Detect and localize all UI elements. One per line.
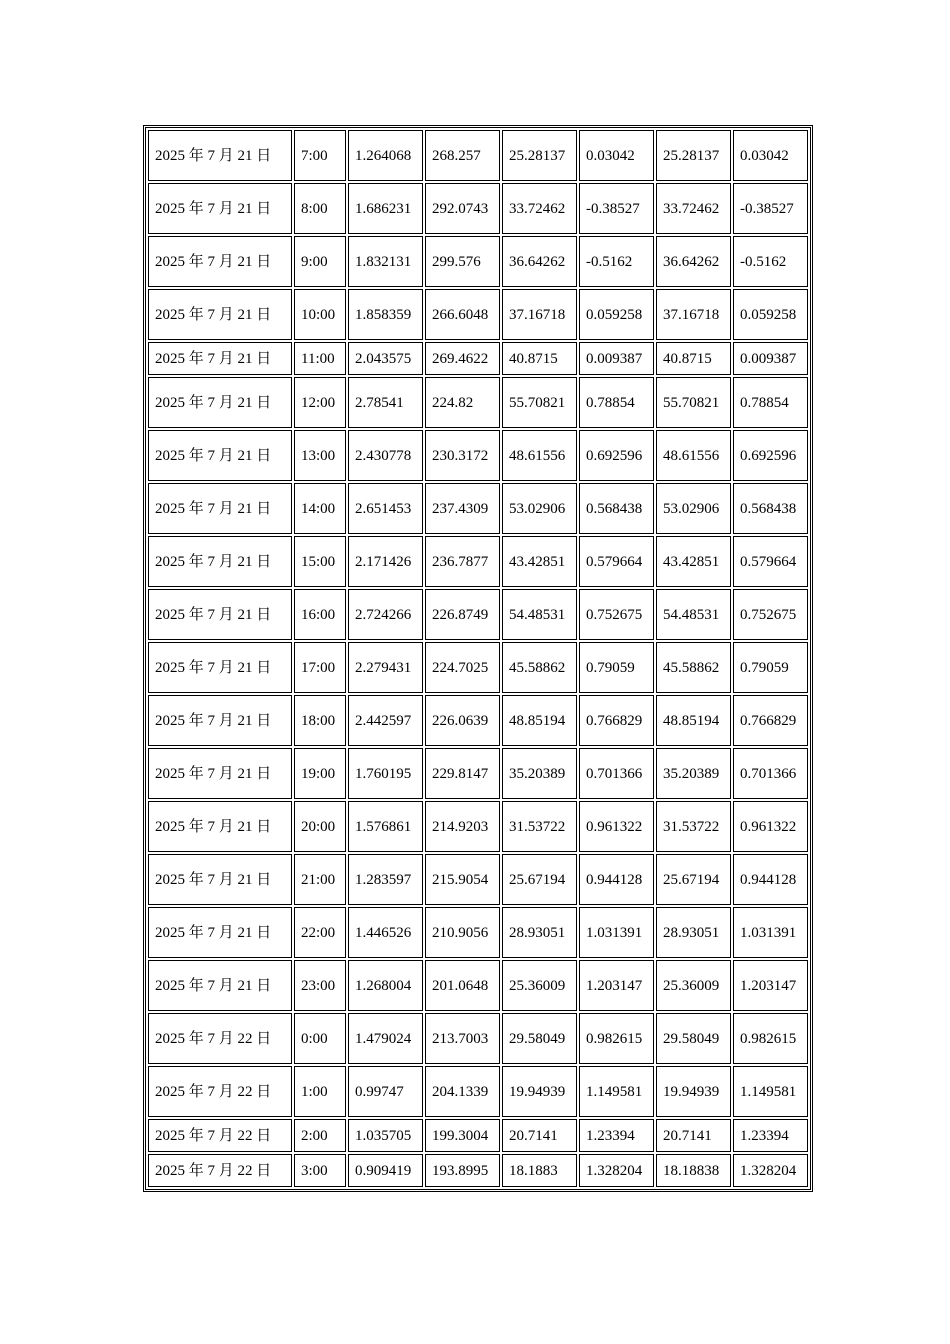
value-cell: 0.059258 — [733, 289, 808, 340]
value-cell: 0.059258 — [579, 289, 654, 340]
time-cell: 8:00 — [294, 183, 346, 234]
value-cell: 1.031391 — [733, 907, 808, 958]
value-cell: 2.651453 — [348, 483, 423, 534]
value-cell: 31.53722 — [502, 801, 577, 852]
value-cell: 1.328204 — [579, 1154, 654, 1187]
value-cell: -0.38527 — [733, 183, 808, 234]
value-cell: 0.568438 — [579, 483, 654, 534]
value-cell: 1.23394 — [733, 1119, 808, 1152]
value-cell: 53.02906 — [656, 483, 731, 534]
value-cell: 25.28137 — [502, 130, 577, 181]
value-cell: 269.4622 — [425, 342, 500, 375]
value-cell: 2.78541 — [348, 377, 423, 428]
value-cell: 0.579664 — [733, 536, 808, 587]
value-cell: 0.961322 — [733, 801, 808, 852]
value-cell: 1.479024 — [348, 1013, 423, 1064]
value-cell: 210.9056 — [425, 907, 500, 958]
value-cell: 0.701366 — [579, 748, 654, 799]
value-cell: 2.043575 — [348, 342, 423, 375]
value-cell: 214.9203 — [425, 801, 500, 852]
time-cell: 2:00 — [294, 1119, 346, 1152]
value-cell: 1.576861 — [348, 801, 423, 852]
value-cell: 0.752675 — [579, 589, 654, 640]
value-cell: 193.8995 — [425, 1154, 500, 1187]
value-cell: 266.6048 — [425, 289, 500, 340]
value-cell: 25.28137 — [656, 130, 731, 181]
value-cell: 36.64262 — [502, 236, 577, 287]
value-cell: 0.961322 — [579, 801, 654, 852]
time-cell: 19:00 — [294, 748, 346, 799]
date-cell: 2025 年 7 月 22 日 — [148, 1013, 292, 1064]
value-cell: 2.442597 — [348, 695, 423, 746]
value-cell: 2.724266 — [348, 589, 423, 640]
table-row — [148, 483, 808, 534]
value-cell: -0.38527 — [579, 183, 654, 234]
value-cell: 1.283597 — [348, 854, 423, 905]
value-cell: 33.72462 — [656, 183, 731, 234]
value-cell: 1.328204 — [733, 1154, 808, 1187]
value-cell: 0.009387 — [579, 342, 654, 375]
date-cell: 2025 年 7 月 21 日 — [148, 748, 292, 799]
time-cell: 1:00 — [294, 1066, 346, 1117]
value-cell: 40.8715 — [656, 342, 731, 375]
time-cell: 14:00 — [294, 483, 346, 534]
date-cell: 2025 年 7 月 21 日 — [148, 183, 292, 234]
time-cell: 9:00 — [294, 236, 346, 287]
value-cell: 0.692596 — [579, 430, 654, 481]
table-row — [148, 183, 808, 234]
table-row — [148, 342, 808, 375]
time-cell: 7:00 — [294, 130, 346, 181]
value-cell: 28.93051 — [656, 907, 731, 958]
value-cell: 25.36009 — [656, 960, 731, 1011]
time-cell: 16:00 — [294, 589, 346, 640]
table-row — [148, 748, 808, 799]
value-cell: 0.99747 — [348, 1066, 423, 1117]
value-cell: 36.64262 — [656, 236, 731, 287]
date-cell: 2025 年 7 月 21 日 — [148, 483, 292, 534]
date-cell: 2025 年 7 月 22 日 — [148, 1119, 292, 1152]
wind-data-table — [143, 125, 813, 1192]
table-row — [148, 907, 808, 958]
value-cell: 236.7877 — [425, 536, 500, 587]
table-row — [148, 801, 808, 852]
table-body — [148, 130, 808, 1187]
value-cell: 0.03042 — [733, 130, 808, 181]
value-cell: 0.766829 — [733, 695, 808, 746]
value-cell: 48.61556 — [502, 430, 577, 481]
value-cell: 43.42851 — [656, 536, 731, 587]
value-cell: 1.446526 — [348, 907, 423, 958]
date-cell: 2025 年 7 月 21 日 — [148, 377, 292, 428]
value-cell: 0.79059 — [579, 642, 654, 693]
value-cell: 55.70821 — [656, 377, 731, 428]
date-cell: 2025 年 7 月 21 日 — [148, 236, 292, 287]
value-cell: 1.031391 — [579, 907, 654, 958]
table-row — [148, 960, 808, 1011]
value-cell: 25.36009 — [502, 960, 577, 1011]
value-cell: 29.58049 — [502, 1013, 577, 1064]
value-cell: 201.0648 — [425, 960, 500, 1011]
value-cell: 0.766829 — [579, 695, 654, 746]
date-cell: 2025 年 7 月 21 日 — [148, 342, 292, 375]
value-cell: 18.1883 — [502, 1154, 577, 1187]
value-cell: 1.23394 — [579, 1119, 654, 1152]
time-cell: 20:00 — [294, 801, 346, 852]
value-cell: 33.72462 — [502, 183, 577, 234]
value-cell: 0.009387 — [733, 342, 808, 375]
value-cell: 37.16718 — [656, 289, 731, 340]
value-cell: 213.7003 — [425, 1013, 500, 1064]
time-cell: 22:00 — [294, 907, 346, 958]
value-cell: 28.93051 — [502, 907, 577, 958]
value-cell: 25.67194 — [656, 854, 731, 905]
value-cell: 1.203147 — [579, 960, 654, 1011]
time-cell: 15:00 — [294, 536, 346, 587]
value-cell: 31.53722 — [656, 801, 731, 852]
value-cell: 229.8147 — [425, 748, 500, 799]
value-cell: 1.149581 — [579, 1066, 654, 1117]
value-cell: 230.3172 — [425, 430, 500, 481]
value-cell: 20.7141 — [502, 1119, 577, 1152]
time-cell: 12:00 — [294, 377, 346, 428]
value-cell: 0.909419 — [348, 1154, 423, 1187]
value-cell: 25.67194 — [502, 854, 577, 905]
value-cell: 20.7141 — [656, 1119, 731, 1152]
table-row — [148, 1013, 808, 1064]
value-cell: 35.20389 — [502, 748, 577, 799]
date-cell: 2025 年 7 月 21 日 — [148, 801, 292, 852]
value-cell: 224.7025 — [425, 642, 500, 693]
value-cell: 2.171426 — [348, 536, 423, 587]
date-cell: 2025 年 7 月 21 日 — [148, 130, 292, 181]
date-cell: 2025 年 7 月 21 日 — [148, 854, 292, 905]
time-cell: 11:00 — [294, 342, 346, 375]
value-cell: 1.760195 — [348, 748, 423, 799]
time-cell: 0:00 — [294, 1013, 346, 1064]
value-cell: 45.58862 — [502, 642, 577, 693]
value-cell: 35.20389 — [656, 748, 731, 799]
table-row — [148, 536, 808, 587]
value-cell: -0.5162 — [579, 236, 654, 287]
value-cell: 268.257 — [425, 130, 500, 181]
table-row — [148, 1066, 808, 1117]
value-cell: 237.4309 — [425, 483, 500, 534]
value-cell: 0.692596 — [733, 430, 808, 481]
value-cell: 54.48531 — [656, 589, 731, 640]
date-cell: 2025 年 7 月 21 日 — [148, 642, 292, 693]
date-cell: 2025 年 7 月 21 日 — [148, 695, 292, 746]
value-cell: 1.686231 — [348, 183, 423, 234]
value-cell: 292.0743 — [425, 183, 500, 234]
value-cell: 0.568438 — [733, 483, 808, 534]
value-cell: 19.94939 — [656, 1066, 731, 1117]
date-cell: 2025 年 7 月 21 日 — [148, 907, 292, 958]
value-cell: 0.03042 — [579, 130, 654, 181]
date-cell: 2025 年 7 月 22 日 — [148, 1154, 292, 1187]
value-cell: 0.944128 — [733, 854, 808, 905]
value-cell: 199.3004 — [425, 1119, 500, 1152]
value-cell: 48.85194 — [502, 695, 577, 746]
value-cell: 2.430778 — [348, 430, 423, 481]
value-cell: -0.5162 — [733, 236, 808, 287]
table-row — [148, 289, 808, 340]
value-cell: 1.203147 — [733, 960, 808, 1011]
date-cell: 2025 年 7 月 21 日 — [148, 536, 292, 587]
value-cell: 0.79059 — [733, 642, 808, 693]
value-cell: 0.78854 — [579, 377, 654, 428]
value-cell: 0.982615 — [579, 1013, 654, 1064]
value-cell: 0.944128 — [579, 854, 654, 905]
time-cell: 18:00 — [294, 695, 346, 746]
value-cell: 204.1339 — [425, 1066, 500, 1117]
value-cell: 18.18838 — [656, 1154, 731, 1187]
time-cell: 21:00 — [294, 854, 346, 905]
table-row — [148, 695, 808, 746]
time-cell: 3:00 — [294, 1154, 346, 1187]
value-cell: 45.58862 — [656, 642, 731, 693]
value-cell: 1.149581 — [733, 1066, 808, 1117]
table-row — [148, 1119, 808, 1152]
value-cell: 19.94939 — [502, 1066, 577, 1117]
value-cell: 1.268004 — [348, 960, 423, 1011]
date-cell: 2025 年 7 月 21 日 — [148, 589, 292, 640]
value-cell: 1.832131 — [348, 236, 423, 287]
value-cell: 40.8715 — [502, 342, 577, 375]
value-cell: 1.264068 — [348, 130, 423, 181]
value-cell: 0.701366 — [733, 748, 808, 799]
table-row — [148, 430, 808, 481]
value-cell: 0.579664 — [579, 536, 654, 587]
value-cell: 0.752675 — [733, 589, 808, 640]
value-cell: 2.279431 — [348, 642, 423, 693]
value-cell: 1.858359 — [348, 289, 423, 340]
value-cell: 224.82 — [425, 377, 500, 428]
value-cell: 226.8749 — [425, 589, 500, 640]
table-row — [148, 377, 808, 428]
value-cell: 0.982615 — [733, 1013, 808, 1064]
value-cell: 1.035705 — [348, 1119, 423, 1152]
value-cell: 299.576 — [425, 236, 500, 287]
value-cell: 48.85194 — [656, 695, 731, 746]
value-cell: 55.70821 — [502, 377, 577, 428]
time-cell: 10:00 — [294, 289, 346, 340]
table-row — [148, 854, 808, 905]
date-cell: 2025 年 7 月 21 日 — [148, 289, 292, 340]
table-row — [148, 236, 808, 287]
table-row — [148, 1154, 808, 1187]
value-cell: 215.9054 — [425, 854, 500, 905]
table-row — [148, 642, 808, 693]
value-cell: 226.0639 — [425, 695, 500, 746]
value-cell: 54.48531 — [502, 589, 577, 640]
date-cell: 2025 年 7 月 21 日 — [148, 960, 292, 1011]
time-cell: 13:00 — [294, 430, 346, 481]
time-cell: 23:00 — [294, 960, 346, 1011]
value-cell: 53.02906 — [502, 483, 577, 534]
table-row — [148, 589, 808, 640]
date-cell: 2025 年 7 月 22 日 — [148, 1066, 292, 1117]
table-row — [148, 130, 808, 181]
value-cell: 37.16718 — [502, 289, 577, 340]
date-cell: 2025 年 7 月 21 日 — [148, 430, 292, 481]
value-cell: 43.42851 — [502, 536, 577, 587]
value-cell: 48.61556 — [656, 430, 731, 481]
time-cell: 17:00 — [294, 642, 346, 693]
value-cell: 29.58049 — [656, 1013, 731, 1064]
value-cell: 0.78854 — [733, 377, 808, 428]
